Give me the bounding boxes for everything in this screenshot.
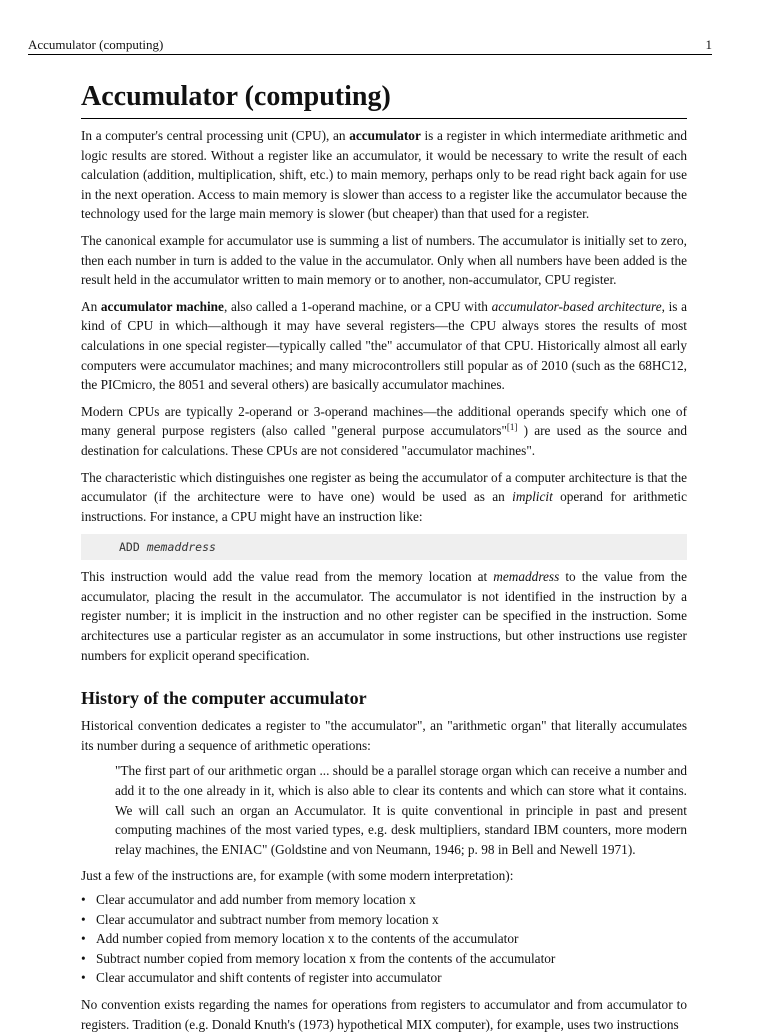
bullet-icon: • xyxy=(81,950,86,966)
bullet-icon: • xyxy=(81,892,86,907)
list-item-text: Clear accumulator and shift contents of register into accumulator xyxy=(96,970,442,986)
list-item xyxy=(81,949,687,969)
page-title: Accumulator (computing) xyxy=(81,80,687,119)
list-item xyxy=(81,929,687,949)
text-run: to the value from the accumulator, placing the result in the accumulator. The accumulator is not identified in the instruction by a register number; it is implicit in the instruction and no other register can be specified in the instruction. Some architectures use a particular register as an accumulator in some instructions, but other instructions use register numbers for explicit operand specification. xyxy=(81,569,687,663)
list-item-text: Add number copied from memory location x to the contents of the accumulator xyxy=(96,931,519,947)
code-block xyxy=(81,534,687,560)
page-number: 1 xyxy=(705,37,712,52)
text-run: The characteristic which distinguishes one register as being the accumulator of a computer architecture is that the accumulator (if the architecture were to have one) would be used as an xyxy=(81,469,687,505)
italic-term: memaddress xyxy=(493,569,560,585)
text-run: An xyxy=(81,298,101,314)
list-item xyxy=(81,910,687,930)
text-run: In a computer's central processing unit (CPU), an xyxy=(81,128,350,143)
section-heading-history: History of the computer accumulator xyxy=(81,688,367,709)
bullet-icon: • xyxy=(81,911,86,927)
paragraph-accumulator-machine xyxy=(81,297,687,395)
italic-term: accumulator-based architecture xyxy=(491,298,662,314)
article-body xyxy=(81,80,687,1034)
bullet-icon: • xyxy=(81,931,86,947)
italic-term: implicit xyxy=(512,489,553,505)
bullet-icon: • xyxy=(81,970,86,986)
paragraph-characteristic xyxy=(81,468,687,527)
code-operand: memaddress xyxy=(146,540,216,555)
list-item-text: Subtract number copied from memory location x from the contents of the accumulator xyxy=(96,950,556,966)
bold-term: accumulator xyxy=(349,128,421,143)
text-run: This instruction would add the value read from the memory location at xyxy=(81,569,494,585)
list-item-text: Clear accumulator and subtract number from memory location x xyxy=(96,911,439,927)
paragraph-modern-cpus xyxy=(81,402,687,461)
running-header xyxy=(28,36,712,55)
list-item xyxy=(81,968,687,988)
block-quote: "The first part of our arithmetic organ ... should be a parallel storage organ which can receive a number and add it to the one already in it, which is also able to clear its contents and which can store what it contains. We will call such an organ an Accumulator. It is quite conventional in principle in past and present computing machines of the most varied types, e.g. desk multipliers, standard IBM counters, more modern relay machines, the ENIAC" (Goldstine and von Neumann, 1946; p. 98 in Bell and Newell 1971). xyxy=(115,763,687,857)
code-opcode: ADD xyxy=(119,540,147,555)
paragraph-naming-convention: No convention exists regarding the names for operations from registers to accumulator and from accumulator to registers. Tradition (e.g. Donald Knuth's (1973) hypothetical MIX computer), for example, uses two instructions xyxy=(81,996,687,1032)
paragraph-intro xyxy=(81,126,687,224)
text-run: ) are used as the source and destination for calculations. These CPUs are not considered "accumulator machines". xyxy=(81,423,687,458)
paragraph-historical-convention: Historical convention dedicates a register to "the accumulator", an "arithmetic organ" that literally accumulates its number during a sequence of arithmetic operations: xyxy=(81,718,687,753)
list-item-text: Clear accumulator and add number from memory location x xyxy=(96,892,416,907)
instruction-list xyxy=(81,890,687,988)
list-item xyxy=(81,890,687,910)
text-run: , also called a 1-operand machine, or a CPU with xyxy=(223,298,492,314)
citation-link[interactable]: [1] xyxy=(506,422,518,433)
text-run: is a register in which intermediate arithmetic and logic results are stored. Without a register like an accumulator, it would be necessary to write the result of each calculation (addition, multiplication, shift, etc.) to main memory, perhaps only to be read right back again for use in the next operation. Access to main memory is slower than access to a register like the accumulator because the technology used for the large main memory is slower (but cheaper) than that used for a register. xyxy=(81,128,687,222)
paragraph-instruction-explanation xyxy=(81,567,687,665)
running-title: Accumulator (computing) xyxy=(28,37,164,52)
text-run: Modern CPUs are typically 2-operand or 3-operand machines—the additional operands specify which one of many general purpose registers (also called "general purpose accumulators" xyxy=(81,403,687,439)
text-run: , is a kind of CPU in which—although it may have several registers—the CPU always stores the results of most calculations in one special register—typically called "the" accumulator of that CPU. Historically almost all early computers were accumulator machines; and many microcontrollers still popular as of 2010 (such as the 68HC12, the PICmicro, the 8051 and several others) are basically accumulator machines. xyxy=(81,298,687,393)
bold-term: accumulator machine xyxy=(100,298,224,314)
paragraph-instructions-intro: Just a few of the instructions are, for example (with some modern interpretation): xyxy=(81,868,514,884)
paragraph-canonical-example: The canonical example for accumulator use is summing a list of numbers. The accumulator is initially set to zero, then each number in turn is added to the value in the accumulator. Only when all numbers have been added is the result held in the accumulator written to main memory or to another, non-accumulator, CPU register. xyxy=(81,232,687,288)
text-run: operand for arithmetic instructions. For instance, a CPU might have an instruction like: xyxy=(81,489,687,524)
